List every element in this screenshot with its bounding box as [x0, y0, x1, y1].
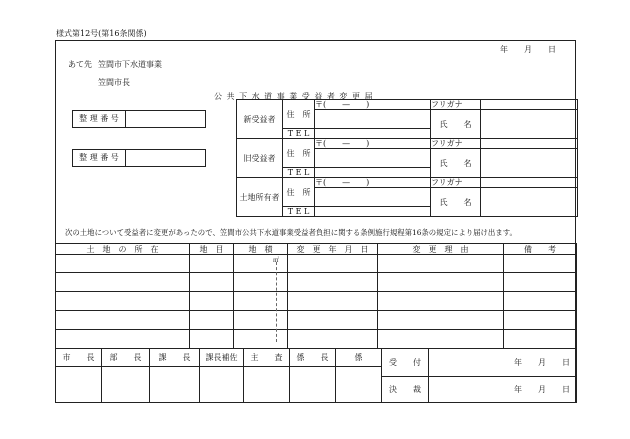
land-category-cell[interactable]	[190, 273, 234, 292]
change-reason-cell[interactable]	[378, 311, 504, 330]
area-cell[interactable]	[234, 255, 288, 273]
area-unit: ㎡	[272, 257, 279, 264]
land-category-cell[interactable]	[190, 292, 234, 311]
change-date-cell[interactable]	[288, 255, 378, 273]
location-cell[interactable]	[56, 330, 190, 349]
change-reason-cell[interactable]	[378, 330, 504, 349]
name-label: 氏 名	[431, 149, 481, 178]
tel-label: T E L	[283, 129, 315, 139]
parties-table	[236, 99, 578, 217]
form-title: 公 共 下 水 道 事 業 受 益 者 変 更 届	[214, 92, 374, 101]
approval-header-unit-chief: 係 長	[290, 349, 336, 367]
name-input[interactable]	[481, 110, 578, 139]
remarks-cell[interactable]	[504, 255, 577, 273]
reference-number-box-1	[72, 110, 206, 128]
approval-stamp-section-chief[interactable]	[150, 367, 200, 403]
tel-input[interactable]	[315, 168, 431, 178]
header-change-date: 変 更 年 月 日	[288, 244, 378, 255]
approval-stamp-staff[interactable]	[336, 367, 382, 403]
furigana-label: フリガナ	[431, 100, 481, 110]
approval-stamp-director[interactable]	[102, 367, 150, 403]
address-input[interactable]	[315, 188, 431, 207]
approval-header-staff: 係	[336, 349, 382, 367]
received-date[interactable]: 年 月 日	[429, 349, 577, 377]
tel-input[interactable]	[315, 129, 431, 139]
postal-code-field[interactable]: 〒( — )	[315, 178, 431, 188]
approval-stamp-supervisor[interactable]	[244, 367, 290, 403]
approval-header-supervisor: 主 査	[244, 349, 290, 367]
reference-number-box-2	[72, 149, 206, 167]
change-date-cell[interactable]	[288, 330, 378, 349]
decision-label: 決 裁	[382, 377, 429, 403]
addressee-prefix: あて先	[68, 60, 92, 69]
header-land-category: 地 目	[190, 244, 234, 255]
furigana-input[interactable]	[481, 100, 578, 110]
reference-number-label: 整 理 番 号	[73, 111, 126, 127]
furigana-input[interactable]	[481, 139, 578, 149]
location-cell[interactable]	[56, 311, 190, 330]
area-cell[interactable]	[234, 273, 288, 292]
change-date-cell[interactable]	[288, 311, 378, 330]
statement-text: 次の土地について受益者に変更があったので、笠間市公共下水道事業受益者負担に関する条例施行規程第16条の規定により届け出ます。	[65, 228, 517, 237]
location-cell[interactable]	[56, 255, 190, 273]
area-cell[interactable]	[234, 311, 288, 330]
submission-date: 年 月 日	[500, 45, 556, 54]
decision-date[interactable]: 年 月 日	[429, 377, 577, 403]
land-category-cell[interactable]	[190, 255, 234, 273]
land-category-cell[interactable]	[190, 330, 234, 349]
change-date-cell[interactable]	[288, 292, 378, 311]
approval-table	[55, 348, 577, 403]
addressee-line1: 笠間市下水道事業	[98, 60, 162, 69]
furigana-label: フリガナ	[431, 139, 481, 149]
area-decimal-guide	[276, 262, 277, 342]
furigana-input[interactable]	[481, 178, 578, 188]
remarks-cell[interactable]	[504, 292, 577, 311]
approval-header-director: 部 長	[102, 349, 150, 367]
location-cell[interactable]	[56, 292, 190, 311]
party-role: 土地所有者	[237, 178, 283, 217]
postal-code-field[interactable]: 〒( — )	[315, 139, 431, 149]
party-role: 新受益者	[237, 100, 283, 139]
furigana-label: フリガナ	[431, 178, 481, 188]
name-input[interactable]	[481, 188, 578, 217]
change-date-cell[interactable]	[288, 273, 378, 292]
land-category-cell[interactable]	[190, 311, 234, 330]
name-label: 氏 名	[431, 188, 481, 217]
approval-stamp-unit-chief[interactable]	[290, 367, 336, 403]
address-label: 住 所	[283, 178, 315, 207]
header-remarks: 備 考	[504, 244, 577, 255]
postal-code-field[interactable]: 〒( — )	[315, 100, 431, 110]
address-label: 住 所	[283, 100, 315, 129]
address-input[interactable]	[315, 110, 431, 129]
tel-label: T E L	[283, 168, 315, 178]
remarks-cell[interactable]	[504, 273, 577, 292]
party-role: 旧受益者	[237, 139, 283, 178]
approval-header-section-chief: 課 長	[150, 349, 200, 367]
change-reason-cell[interactable]	[378, 255, 504, 273]
location-cell[interactable]	[56, 273, 190, 292]
name-label: 氏 名	[431, 110, 481, 139]
reference-number-input[interactable]	[127, 111, 203, 127]
reference-number-input[interactable]	[127, 150, 203, 166]
change-reason-cell[interactable]	[378, 273, 504, 292]
received-label: 受 付	[382, 349, 429, 377]
land-table	[55, 243, 577, 349]
reference-number-label: 整 理 番 号	[73, 150, 126, 166]
tel-input[interactable]	[315, 207, 431, 217]
header-change-reason: 変 更 理 由	[378, 244, 504, 255]
tel-label: T E L	[283, 207, 315, 217]
approval-header-deputy-chief: 課長補佐	[200, 349, 244, 367]
address-label: 住 所	[283, 139, 315, 168]
change-reason-cell[interactable]	[378, 292, 504, 311]
header-location: 土 地 の 所 在	[56, 244, 190, 255]
remarks-cell[interactable]	[504, 311, 577, 330]
approval-stamp-mayor[interactable]	[56, 367, 102, 403]
area-cell[interactable]	[234, 330, 288, 349]
approval-stamp-deputy-chief[interactable]	[200, 367, 244, 403]
addressee-line2: 笠間市長	[98, 78, 130, 87]
approval-header-mayor: 市 長	[56, 349, 102, 367]
area-cell[interactable]	[234, 292, 288, 311]
remarks-cell[interactable]	[504, 330, 577, 349]
name-input[interactable]	[481, 149, 578, 178]
form-number: 様式第12号(第16条関係)	[56, 29, 147, 38]
header-area: 地 積	[234, 244, 288, 255]
address-input[interactable]	[315, 149, 431, 168]
